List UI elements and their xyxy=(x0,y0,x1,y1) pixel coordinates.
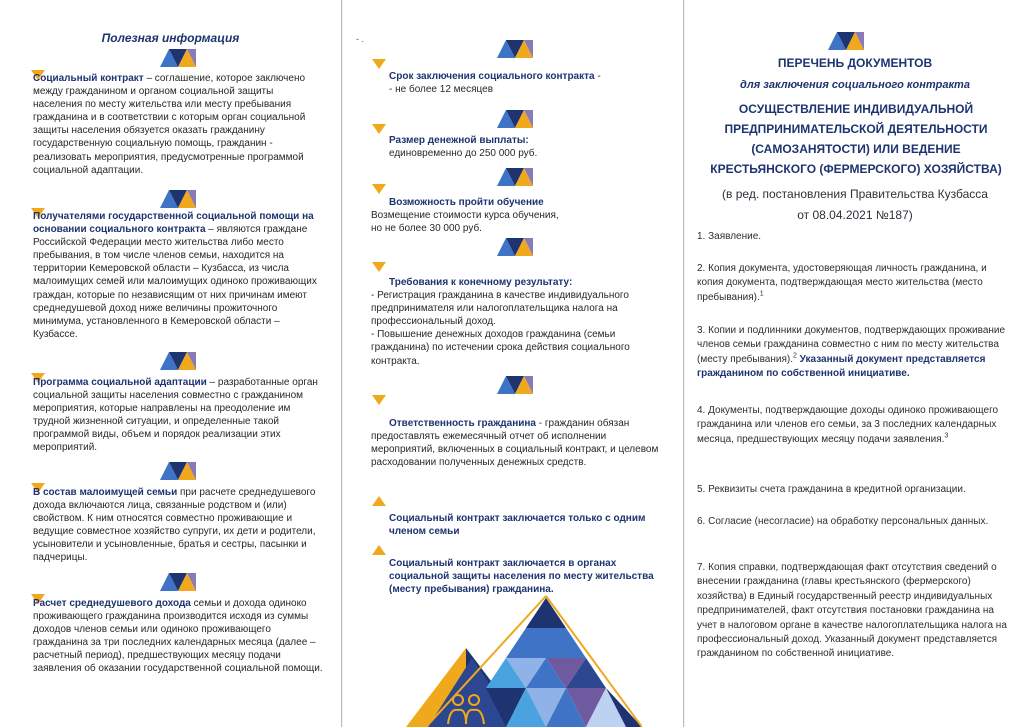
section-title: В состав малоимущей семьи xyxy=(33,487,178,498)
document-item: 5. Реквизиты счета гражданина в кредитной организации. xyxy=(697,484,966,495)
section-text: – являются граждане Российской Федерации место жительства либо место пребывания, в том числе членов семьи, находится на территории Кемеровской области – Кузбасса, из числа малоимущих семей или малоимущих одиноко проживающих граждан, которые по независящим от них причинам имеют среднедушевой доход ниже величины прожиточного минимума, установленного в Кемеровской области – Кузбассе. xyxy=(33,224,317,340)
document-item: 2. Копия документа, удостоверяющая личность гражданина, и копия документа, подтверждающая место жительства (место пребывания).$^1$ xyxy=(697,263,987,303)
fold-line xyxy=(683,0,684,727)
triangle-logo-icon xyxy=(497,376,533,394)
panel-heading: Полезная информация xyxy=(101,31,240,45)
block-title-suffix: - xyxy=(594,71,601,82)
triangle-logo-icon xyxy=(160,573,196,591)
block-title: Размер денежной выплаты: xyxy=(389,135,529,146)
block-title: Срок заключения социального контракта xyxy=(389,71,595,82)
section-social-contract xyxy=(33,72,325,177)
triangle-mosaic-illustration xyxy=(406,588,642,727)
section-text: – разработанные орган социальной защиты населения совместно с гражданином мероприятия, которые направлены на преодоление им трудной жизненной ситуации, и определенные такой программой виды, объем и порядок реализации этих мероприятий. xyxy=(33,377,318,454)
triangle-logo-icon xyxy=(497,40,533,58)
document-list-subtitle: (в ред. постановления Правительства Кузбасса xyxy=(722,187,988,201)
block-title-suffix: - гражданин обязан предоставлять ежемесячный отчет об исполнении мероприятий, включенных в социальный контракт, и целевом расходовании полученных денежных средств. xyxy=(371,418,659,469)
note-text: Социальный контракт заключается только с одним членом семьи xyxy=(389,513,646,538)
block-payment-size xyxy=(389,134,659,160)
document-item: 1. Заявление. xyxy=(697,231,762,242)
section-title: Получателями государственной социальной помощи на основании социального контракта xyxy=(33,211,314,236)
triangle-logo-icon xyxy=(497,238,533,256)
section-text: семьи и дохода одиноко проживающего гражданина производится исходя из суммы доходов членов семьи или одиноко проживающего гражданина за три последних календарных месяца (далее – расчетный период), предшествующих месяцу подачи заявления об оказании государственной социальной помощи. xyxy=(33,598,323,675)
note-text: Социальный контракт заключается в органах социальной защиты населения по месту жительства (месту пребывания) гражданина. xyxy=(389,558,654,596)
orange-bullet-icon xyxy=(372,59,386,69)
triangle-logo-icon xyxy=(497,110,533,128)
section-text: при расчете среднедушевого дохода включаются лица, связанные родством и (или) свойством. К ним относятся совместно проживающие и ведущие совместное хозяйство супруги, их дети и родители, усыновители и усыновленные, братья и сестры, пасынки и падчерицы. xyxy=(33,487,316,564)
section-recipients xyxy=(33,210,325,341)
orange-bullet-icon xyxy=(372,395,386,405)
document-item: 3. Копии и подлинники документов, подтверждающих проживание членов семьи гражданина совместно с ним по месту жительства (месту пребывания).$^2$ Указанный документ представляется гражданином по собственной инициативе. xyxy=(697,325,1006,380)
document-list-date: от 08.04.2021 №187) xyxy=(797,208,913,222)
block-text: - Регистрация гражданина в качестве индивидуального предпринимателя или налогоплательщика налога на профессиональный доход. - Повышение денежных доходов гражданина (семьи гражданина) по истечении срока действия социального контракта. xyxy=(371,290,630,367)
section-title: Социальный контракт xyxy=(33,73,144,84)
section-text: – соглашение, которое заключено между гражданином и органом социальной защиты населения по месту жительства или месту пребывания гражданина и в соответствии с которым орган социальной защиты населения обязуется оказать гражданину государственную социальную помощь, гражданин - реализовать мероприятия, предусмотренные программой социальной адаптации. xyxy=(33,73,306,176)
block-responsibility xyxy=(371,417,659,469)
fold-line xyxy=(341,0,342,727)
triangle-logo-icon xyxy=(828,32,864,50)
print-mark: - . xyxy=(356,34,364,44)
block-result-requirements xyxy=(371,276,659,368)
document-list-purpose: для заключения социального контракта xyxy=(740,79,970,91)
orange-bullet-icon xyxy=(372,545,386,555)
block-text: Возмещение стоимости курса обучения, но не более 30 000 руб. xyxy=(371,210,559,235)
block-title: Возможность пройти обучение xyxy=(389,197,544,208)
document-item: 7. Копия справки, подтверждающая факт отсутствия сведений о внесении гражданина (главы крестьянского (фермерского) хозяйства) в Единый государственный реестр индивидуальных предпринимателей, факт отсутствия постановки гражданина на учет в налоговом органе в качестве налогоплательщика налога на профессиональный доход. Указанный документ представляется гражданином по собственной инициативе. xyxy=(697,562,1007,660)
section-title: Расчет среднедушевого дохода xyxy=(33,598,191,609)
section-title: Программа социальной адаптации xyxy=(33,377,207,388)
block-text: единовременно до 250 000 руб. xyxy=(389,148,538,160)
block-text: - не более 12 месяцев xyxy=(389,84,494,96)
section-adaptation-program xyxy=(33,376,325,455)
triangle-logo-icon xyxy=(160,49,196,67)
triangle-logo-icon xyxy=(160,352,196,370)
triangle-logo-icon xyxy=(497,168,533,186)
section-income-calculation xyxy=(33,597,325,676)
orange-bullet-icon xyxy=(372,184,386,194)
document-list-activity: ОСУЩЕСТВЛЕНИЕ ИНДИВИДУАЛЬНОЙ ПРЕДПРИНИМАТЕЛЬСКОЙ ДЕЯТЕЛЬНОСТИ (САМОЗАНЯТОСТИ) ИЛИ ВЕДЕНИЕ КРЕСТЬЯНСКОГО (ФЕРМЕРСКОГО) ХОЗЯЙСТВА) xyxy=(710,102,1002,176)
orange-bullet-icon xyxy=(372,496,386,506)
triangle-logo-icon xyxy=(160,190,196,208)
section-family-composition xyxy=(33,486,325,565)
orange-bullet-icon xyxy=(372,124,386,134)
document-list-title: ПЕРЕЧЕНЬ ДОКУМЕНТОВ xyxy=(777,56,933,70)
document-item: 4. Документы, подтверждающие доходы одиноко проживающего гражданина или членов его семьи, за 3 последних календарных месяца, предшествующих месяцу подачи заявления.$^3$ xyxy=(697,405,999,445)
triangle-logo-icon xyxy=(160,462,196,480)
block-title: Требования к конечному результату: xyxy=(389,277,573,288)
note-one-member xyxy=(371,512,659,538)
block-title: Ответственность гражданина xyxy=(389,418,536,429)
block-contract-term xyxy=(389,70,659,96)
block-training xyxy=(371,196,571,235)
orange-bullet-icon xyxy=(372,262,386,272)
document-item: 6. Согласие (несогласие) на обработку персональных данных. xyxy=(697,516,989,527)
